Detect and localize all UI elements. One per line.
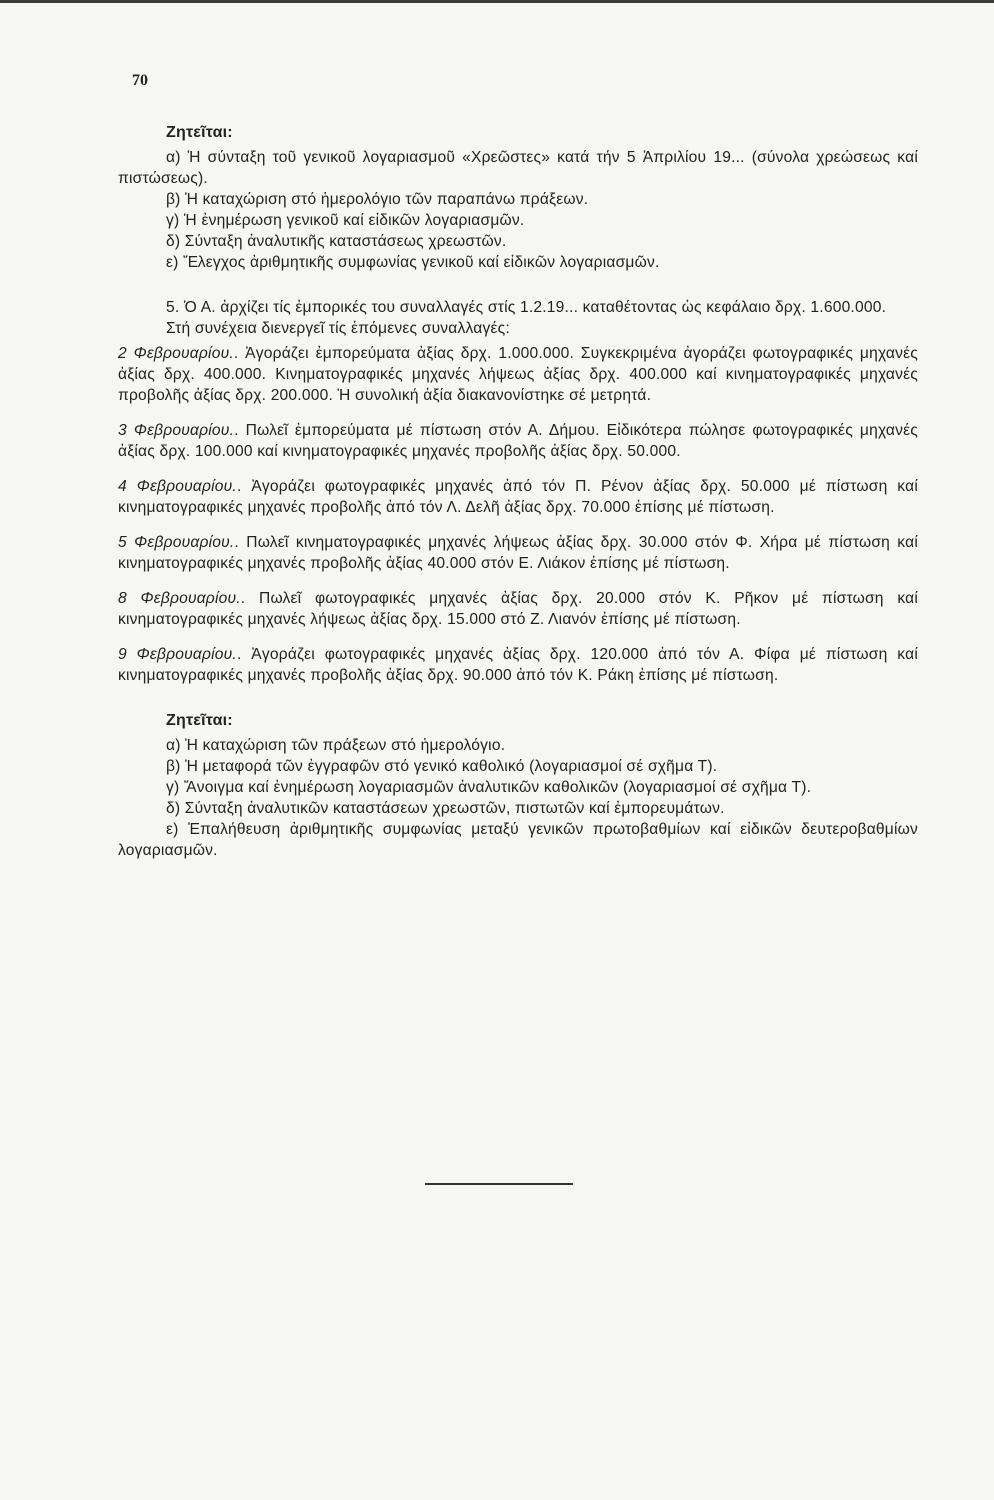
entry-date: 4 Φεβρουαρίου. <box>118 478 237 495</box>
section1-item-a: α) Ἡ σύνταξη τοῦ γενικοῦ λογαριασμοῦ «Χρεῶστες» κατά τήν 5 Ἀπριλίου 19... (σύνολα χρεώσεως καί πιστώσεως). <box>118 149 918 187</box>
entry-date: 3 Φεβρουαρίου. <box>118 422 235 439</box>
entry-text: . Ἀγοράζει ἐμπορεύματα ἀξίας δρχ. 1.000.000. Συγκεκριμένα ἀγοράζει φωτογραφικές μηχανές ἀξίας δρχ. 400.000. Κινηματογραφικές μηχανές λήψεως ἀξίας δρχ. 400.000 καί κινηματογραφικές μηχανές προβολῆς ἀξίας δρχ. 200.000. Ἡ συνολική ἀξία διακανονίστηκε σέ μετρητά. <box>118 345 918 404</box>
section1-item-b: β) Ἡ καταχώριση στό ἡμερολόγιο τῶν παραπάνω πράξεων. <box>166 191 589 208</box>
page-content <box>118 122 918 861</box>
entry-feb-2 <box>118 343 918 406</box>
scan-top-edge <box>0 0 994 3</box>
section1-item-c: γ) Ἡ ἐνημέρωση γενικοῦ καί εἰδικῶν λογαριασμῶν. <box>166 212 525 229</box>
entry-feb-8 <box>118 588 918 630</box>
entry-feb-3 <box>118 420 918 462</box>
entry-date: 9 Φεβρουαρίου. <box>118 646 237 663</box>
entry-date: 8 Φεβρουαρίου. <box>118 590 241 607</box>
section2-heading: Ζητεῖται: <box>166 712 233 729</box>
section2-item-e: ε) Ἐπαλήθευση ἀριθμητικῆς συμφωνίας μεταξύ γενικῶν πρωτοβαθμίων καί εἰδικῶν δευτεροβαθμίων λογαριασμῶν. <box>118 821 918 859</box>
page-number: 70 <box>132 72 148 89</box>
entry-feb-4 <box>118 476 918 518</box>
section2-item-b: β) Ἡ μεταφορά τῶν ἐγγραφῶν στό γενικό καθολικό (λογαριασμοί σέ σχῆμα Τ). <box>166 758 718 775</box>
entry-text: . Πωλεῖ φωτογραφικές μηχανές ἀξίας δρχ. 20.000 στόν Κ. Ρῆκον μέ πίστωση καί κινηματογραφικές μηχανές λήψεως ἀξίας δρχ. 15.000 στό Ζ. Λιανόν ἐπίσης μέ πίστωση. <box>118 590 919 628</box>
end-rule <box>425 1183 573 1185</box>
section1-item-e: ε) Ἔλεγχος ἀριθμητικῆς συμφωνίας γενικοῦ καί εἰδικῶν λογαριασμῶν. <box>166 254 660 271</box>
entry-feb-9 <box>118 644 918 686</box>
entry-date: 2 Φεβρουαρίου. <box>118 345 234 362</box>
entry-text: . Ἀγοράζει φωτογραφικές μηχανές ἀπό τόν Π. Ρένον ἀξίας δρχ. 50.000 μέ πίστωση καί κινηματογραφικές μηχανές προβολῆς ἀπό τόν Λ. Δελῆ ἀξίας δρχ. 70.000 ἐπίσης μέ πίστωση. <box>118 478 918 516</box>
section2-item-a: α) Ἡ καταχώριση τῶν πράξεων στό ἡμερολόγιο. <box>166 737 506 754</box>
entry-date: 5 Φεβρουαρίου. <box>118 534 235 551</box>
entry-text: . Πωλεῖ ἐμπορεύματα μέ πίστωση στόν Α. Δήμου. Εἰδικότερα πώλησε φωτογραφικές μηχανές ἀξίας δρχ. 100.000 καί κινηματογραφικές μηχανές προβολῆς ἀξίας δρχ. 50.000. <box>118 422 918 460</box>
exercise5-intro: 5. Ὁ Α. ἀρχίζει τίς ἐμπορικές του συναλλαγές στίς 1.2.19... καταθέτοντας ὡς κεφάλαιο δρχ. 1.600.000. <box>166 299 887 316</box>
section2-item-d: δ) Σύνταξη ἀναλυτικῶν καταστάσεων χρεωστῶν, πιστωτῶν καί ἐμπορευμάτων. <box>166 800 725 817</box>
entry-text: . Ἀγοράζει φωτογραφικές μηχανές ἀξίας δρχ. 120.000 ἀπό τόν Α. Φίφα μέ πίστωση καί κινηματογραφικές μηχανές προβολῆς ἀξίας δρχ. 90.000 ἀπό τόν Κ. Ράκη ἐπίσης μέ πίστωση. <box>118 646 918 684</box>
entry-text: . Πωλεῖ κινηματογραφικές μηχανές λήψεως ἀξίας δρχ. 30.000 στόν Φ. Χήρα μέ πίστωση καί κινηματογραφικές μηχανές προβολῆς ἀξίας 40.000 στόν Ε. Λιάκον ἐπίσης μέ πίστωση. <box>118 534 918 572</box>
exercise5-lead: Στή συνέχεια διενεργεῖ τίς ἑπόμενες συναλλαγές: <box>166 320 510 337</box>
section1-heading: Ζητεῖται: <box>166 124 233 141</box>
section1-item-d: δ) Σύνταξη ἀναλυτικῆς καταστάσεως χρεωστῶν. <box>166 233 507 250</box>
entry-feb-5 <box>118 532 918 574</box>
section2-item-c: γ) Ἄνοιγμα καί ἐνημέρωση λογαριασμῶν ἀναλυτικῶν καθολικῶν (λογαριασμοί σέ σχῆμα Τ). <box>166 779 812 796</box>
